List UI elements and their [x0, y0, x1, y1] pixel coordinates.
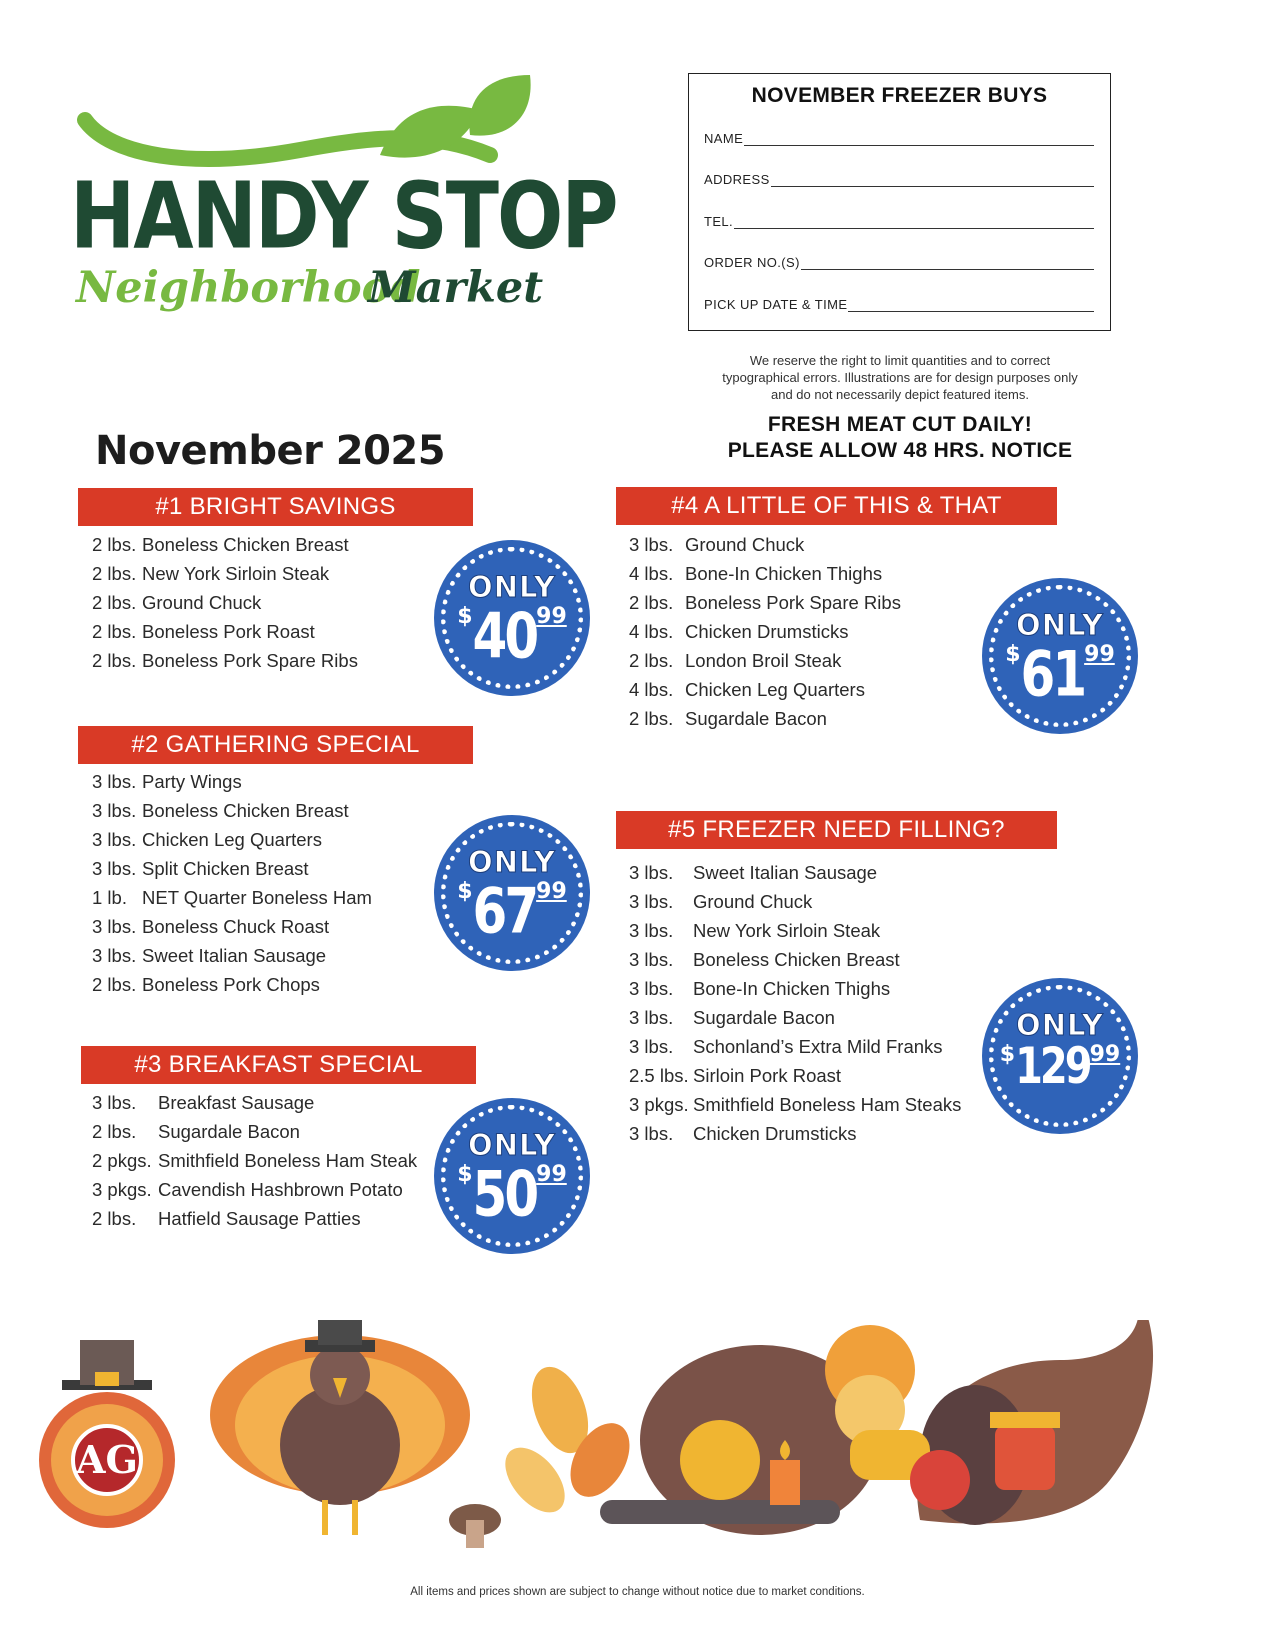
item-quantity: 2 lbs. — [92, 1121, 137, 1142]
item-quantity: 2.5 lbs. — [629, 1065, 689, 1086]
list-item — [629, 945, 961, 974]
item-name: Chicken Drumsticks — [685, 621, 849, 642]
logo-tagline-1: Neighborhood — [76, 263, 421, 313]
badge-price: $12999 — [999, 1038, 1121, 1096]
item-name: Boneless Pork Spare Ribs — [685, 592, 901, 613]
list-item — [92, 1175, 417, 1204]
badge-only-label: ONLY — [1016, 608, 1104, 642]
badge-only-label: ONLY — [468, 1128, 556, 1162]
item-name: Boneless Chuck Roast — [142, 916, 330, 937]
item-name: London Broil Steak — [685, 650, 842, 671]
item-quantity: 3 lbs. — [92, 800, 137, 821]
item-quantity: 2 lbs. — [92, 592, 137, 613]
item-name: New York Sirloin Steak — [693, 920, 881, 941]
item-quantity: 2 pkgs. — [92, 1150, 152, 1171]
order-form — [688, 73, 1111, 331]
name-field[interactable]: NAME — [704, 126, 1094, 146]
footer-disclaimer: All items and prices shown are subject to change without notice due to market conditions. — [410, 1586, 865, 1598]
item-quantity: 3 lbs. — [92, 858, 137, 879]
turkey-icon — [210, 1320, 470, 1535]
item-name: Ground Chuck — [685, 534, 805, 555]
item-name: Boneless Pork Spare Ribs — [142, 650, 358, 671]
item-name: Sweet Italian Sausage — [142, 945, 327, 966]
badge-only-label: ONLY — [468, 570, 556, 604]
fresh-meat-notice: FRESH MEAT CUT DAILY! PLEASE ALLOW 48 HRS. NOTICE — [727, 413, 1073, 462]
item-name: Boneless Pork Chops — [142, 974, 320, 995]
item-quantity: 2 lbs. — [92, 621, 137, 642]
list-item — [92, 912, 372, 941]
price-badge — [434, 815, 590, 971]
item-name: Breakfast Sausage — [158, 1092, 315, 1113]
list-item — [629, 704, 901, 733]
item-name: Schonland’s Extra Mild Franks — [693, 1036, 943, 1057]
item-name: Chicken Drumsticks — [693, 1123, 857, 1144]
list-item — [629, 974, 961, 1003]
order-number-field[interactable]: ORDER NO.(S) — [704, 250, 1094, 270]
list-item — [92, 796, 372, 825]
list-item — [629, 1119, 961, 1148]
thanksgiving-illustration — [0, 1320, 1275, 1580]
price-badge — [982, 978, 1138, 1134]
list-item — [92, 617, 358, 646]
item-name: Hatfield Sausage Patties — [158, 1208, 361, 1229]
list-item — [92, 825, 372, 854]
bundle-5-banner: #5 FREEZER NEED FILLING? — [616, 811, 1057, 849]
item-quantity: 2 lbs. — [629, 592, 674, 613]
badge-price: $4099 — [457, 600, 567, 673]
price-badge — [982, 578, 1138, 734]
list-item — [92, 1088, 417, 1117]
bundle-1-banner: #1 BRIGHT SAVINGS — [78, 488, 473, 526]
price-badge — [434, 540, 590, 696]
item-quantity: 2 lbs. — [92, 1208, 137, 1229]
list-item — [629, 646, 901, 675]
badge-price: $6199 — [1005, 638, 1115, 711]
list-item — [92, 646, 358, 675]
pie-icon — [39, 1340, 175, 1528]
list-item — [92, 883, 372, 912]
list-item — [629, 1003, 961, 1032]
badge-price: $5099 — [457, 1158, 567, 1231]
item-quantity: 4 lbs. — [629, 679, 674, 700]
item-quantity: 2 lbs. — [629, 650, 674, 671]
item-name: Sugardale Bacon — [685, 708, 827, 729]
cornucopia-icon — [825, 1320, 1153, 1525]
list-item — [629, 916, 961, 945]
item-quantity: 3 pkgs. — [92, 1179, 152, 1200]
list-item — [92, 588, 358, 617]
item-name: Sugardale Bacon — [693, 1007, 835, 1028]
page-title: November 2025 — [95, 428, 446, 474]
item-name: Split Chicken Breast — [142, 858, 309, 879]
item-quantity: 3 lbs. — [92, 916, 137, 937]
price-badge — [434, 1098, 590, 1254]
item-quantity: 3 lbs. — [629, 949, 674, 970]
item-quantity: 3 lbs. — [629, 978, 674, 999]
bundle-4-banner: #4 A LITTLE OF THIS & THAT — [616, 487, 1057, 525]
item-quantity: 3 lbs. — [629, 862, 674, 883]
item-quantity: 3 lbs. — [92, 771, 137, 792]
list-item — [629, 858, 961, 887]
item-name: Cavendish Hashbrown Potato — [158, 1179, 403, 1200]
bundle-1-item-list — [92, 530, 358, 675]
badge-only-label: ONLY — [1016, 1008, 1104, 1042]
item-quantity: 2 lbs. — [92, 974, 137, 995]
bundle-3-item-list — [92, 1088, 417, 1233]
item-name: Bone-In Chicken Thighs — [693, 978, 891, 999]
item-name: Party Wings — [142, 771, 242, 792]
list-item — [92, 1146, 417, 1175]
badge-price: $6799 — [457, 875, 567, 948]
disclaimer-text: We reserve the right to limit quantities and to correct typographical errors. Illustrations are for design purposes only and do not necessarily depict featured items. — [722, 353, 1078, 402]
mushroom-icon — [449, 1504, 501, 1548]
store-logo — [70, 75, 617, 345]
tel-field[interactable]: TEL. — [704, 209, 1094, 229]
item-quantity: 2 lbs. — [92, 563, 137, 584]
item-name: Sugardale Bacon — [158, 1121, 300, 1142]
leaves-icon — [494, 1359, 642, 1523]
logo-wordmark: HANDY STOP — [70, 163, 617, 271]
list-item — [629, 675, 901, 704]
list-item — [629, 1090, 961, 1119]
item-name: Boneless Pork Roast — [142, 621, 315, 642]
item-quantity: 2 lbs. — [92, 650, 137, 671]
item-quantity: 4 lbs. — [629, 621, 674, 642]
item-name: Ground Chuck — [693, 891, 813, 912]
list-item — [92, 530, 358, 559]
item-name: Smithfield Boneless Ham Steaks — [693, 1094, 962, 1115]
list-item — [92, 767, 372, 796]
item-quantity: 3 lbs. — [629, 534, 674, 555]
item-name: Bone-In Chicken Thighs — [685, 563, 883, 584]
item-quantity: 3 pkgs. — [629, 1094, 689, 1115]
list-item — [629, 1061, 961, 1090]
item-quantity: 3 lbs. — [629, 1123, 674, 1144]
item-quantity: 3 lbs. — [92, 945, 137, 966]
bundle-4-item-list — [629, 530, 901, 733]
address-field[interactable]: ADDRESS — [704, 167, 1094, 187]
badge-only-label: ONLY — [468, 845, 556, 879]
list-item — [629, 1032, 961, 1061]
item-name: Ground Chuck — [142, 592, 262, 613]
form-title: NOVEMBER FREEZER BUYS — [751, 84, 1048, 107]
item-quantity: 3 lbs. — [629, 1036, 674, 1057]
item-name: Smithfield Boneless Ham Steak — [158, 1150, 418, 1171]
item-name: Boneless Chicken Breast — [142, 800, 349, 821]
list-item — [92, 970, 372, 999]
item-quantity: 3 lbs. — [629, 891, 674, 912]
item-name: Sirloin Pork Roast — [693, 1065, 842, 1086]
list-item — [629, 887, 961, 916]
item-name: New York Sirloin Steak — [142, 563, 330, 584]
pickup-field[interactable]: PICK UP DATE & TIME — [704, 292, 1094, 312]
item-name: Sweet Italian Sausage — [693, 862, 878, 883]
item-name: Boneless Chicken Breast — [142, 534, 349, 555]
item-quantity: 2 lbs. — [92, 534, 137, 555]
bundle-2-banner: #2 GATHERING SPECIAL — [78, 726, 473, 764]
ag-logo-text: AG — [76, 1437, 138, 1482]
item-name: Chicken Leg Quarters — [685, 679, 865, 700]
list-item — [629, 559, 901, 588]
item-quantity: 3 lbs. — [629, 920, 674, 941]
bundle-2-item-list — [92, 767, 372, 999]
item-quantity: 3 lbs. — [92, 829, 137, 850]
list-item — [92, 941, 372, 970]
list-item — [629, 617, 901, 646]
item-name: Chicken Leg Quarters — [142, 829, 322, 850]
list-item — [92, 854, 372, 883]
list-item — [92, 559, 358, 588]
item-name: NET Quarter Boneless Ham — [142, 887, 372, 908]
item-quantity: 4 lbs. — [629, 563, 674, 584]
list-item — [629, 588, 901, 617]
item-quantity: 3 lbs. — [629, 1007, 674, 1028]
list-item — [629, 530, 901, 559]
bundle-5-item-list — [629, 858, 961, 1148]
item-quantity: 2 lbs. — [629, 708, 674, 729]
list-item — [92, 1204, 417, 1233]
list-item — [92, 1117, 417, 1146]
bundle-3-banner: #3 BREAKFAST SPECIAL — [81, 1046, 476, 1084]
item-name: Boneless Chicken Breast — [693, 949, 900, 970]
item-quantity: 1 lb. — [92, 887, 127, 908]
item-quantity: 3 lbs. — [92, 1092, 137, 1113]
logo-tagline-2: Market — [368, 263, 544, 313]
